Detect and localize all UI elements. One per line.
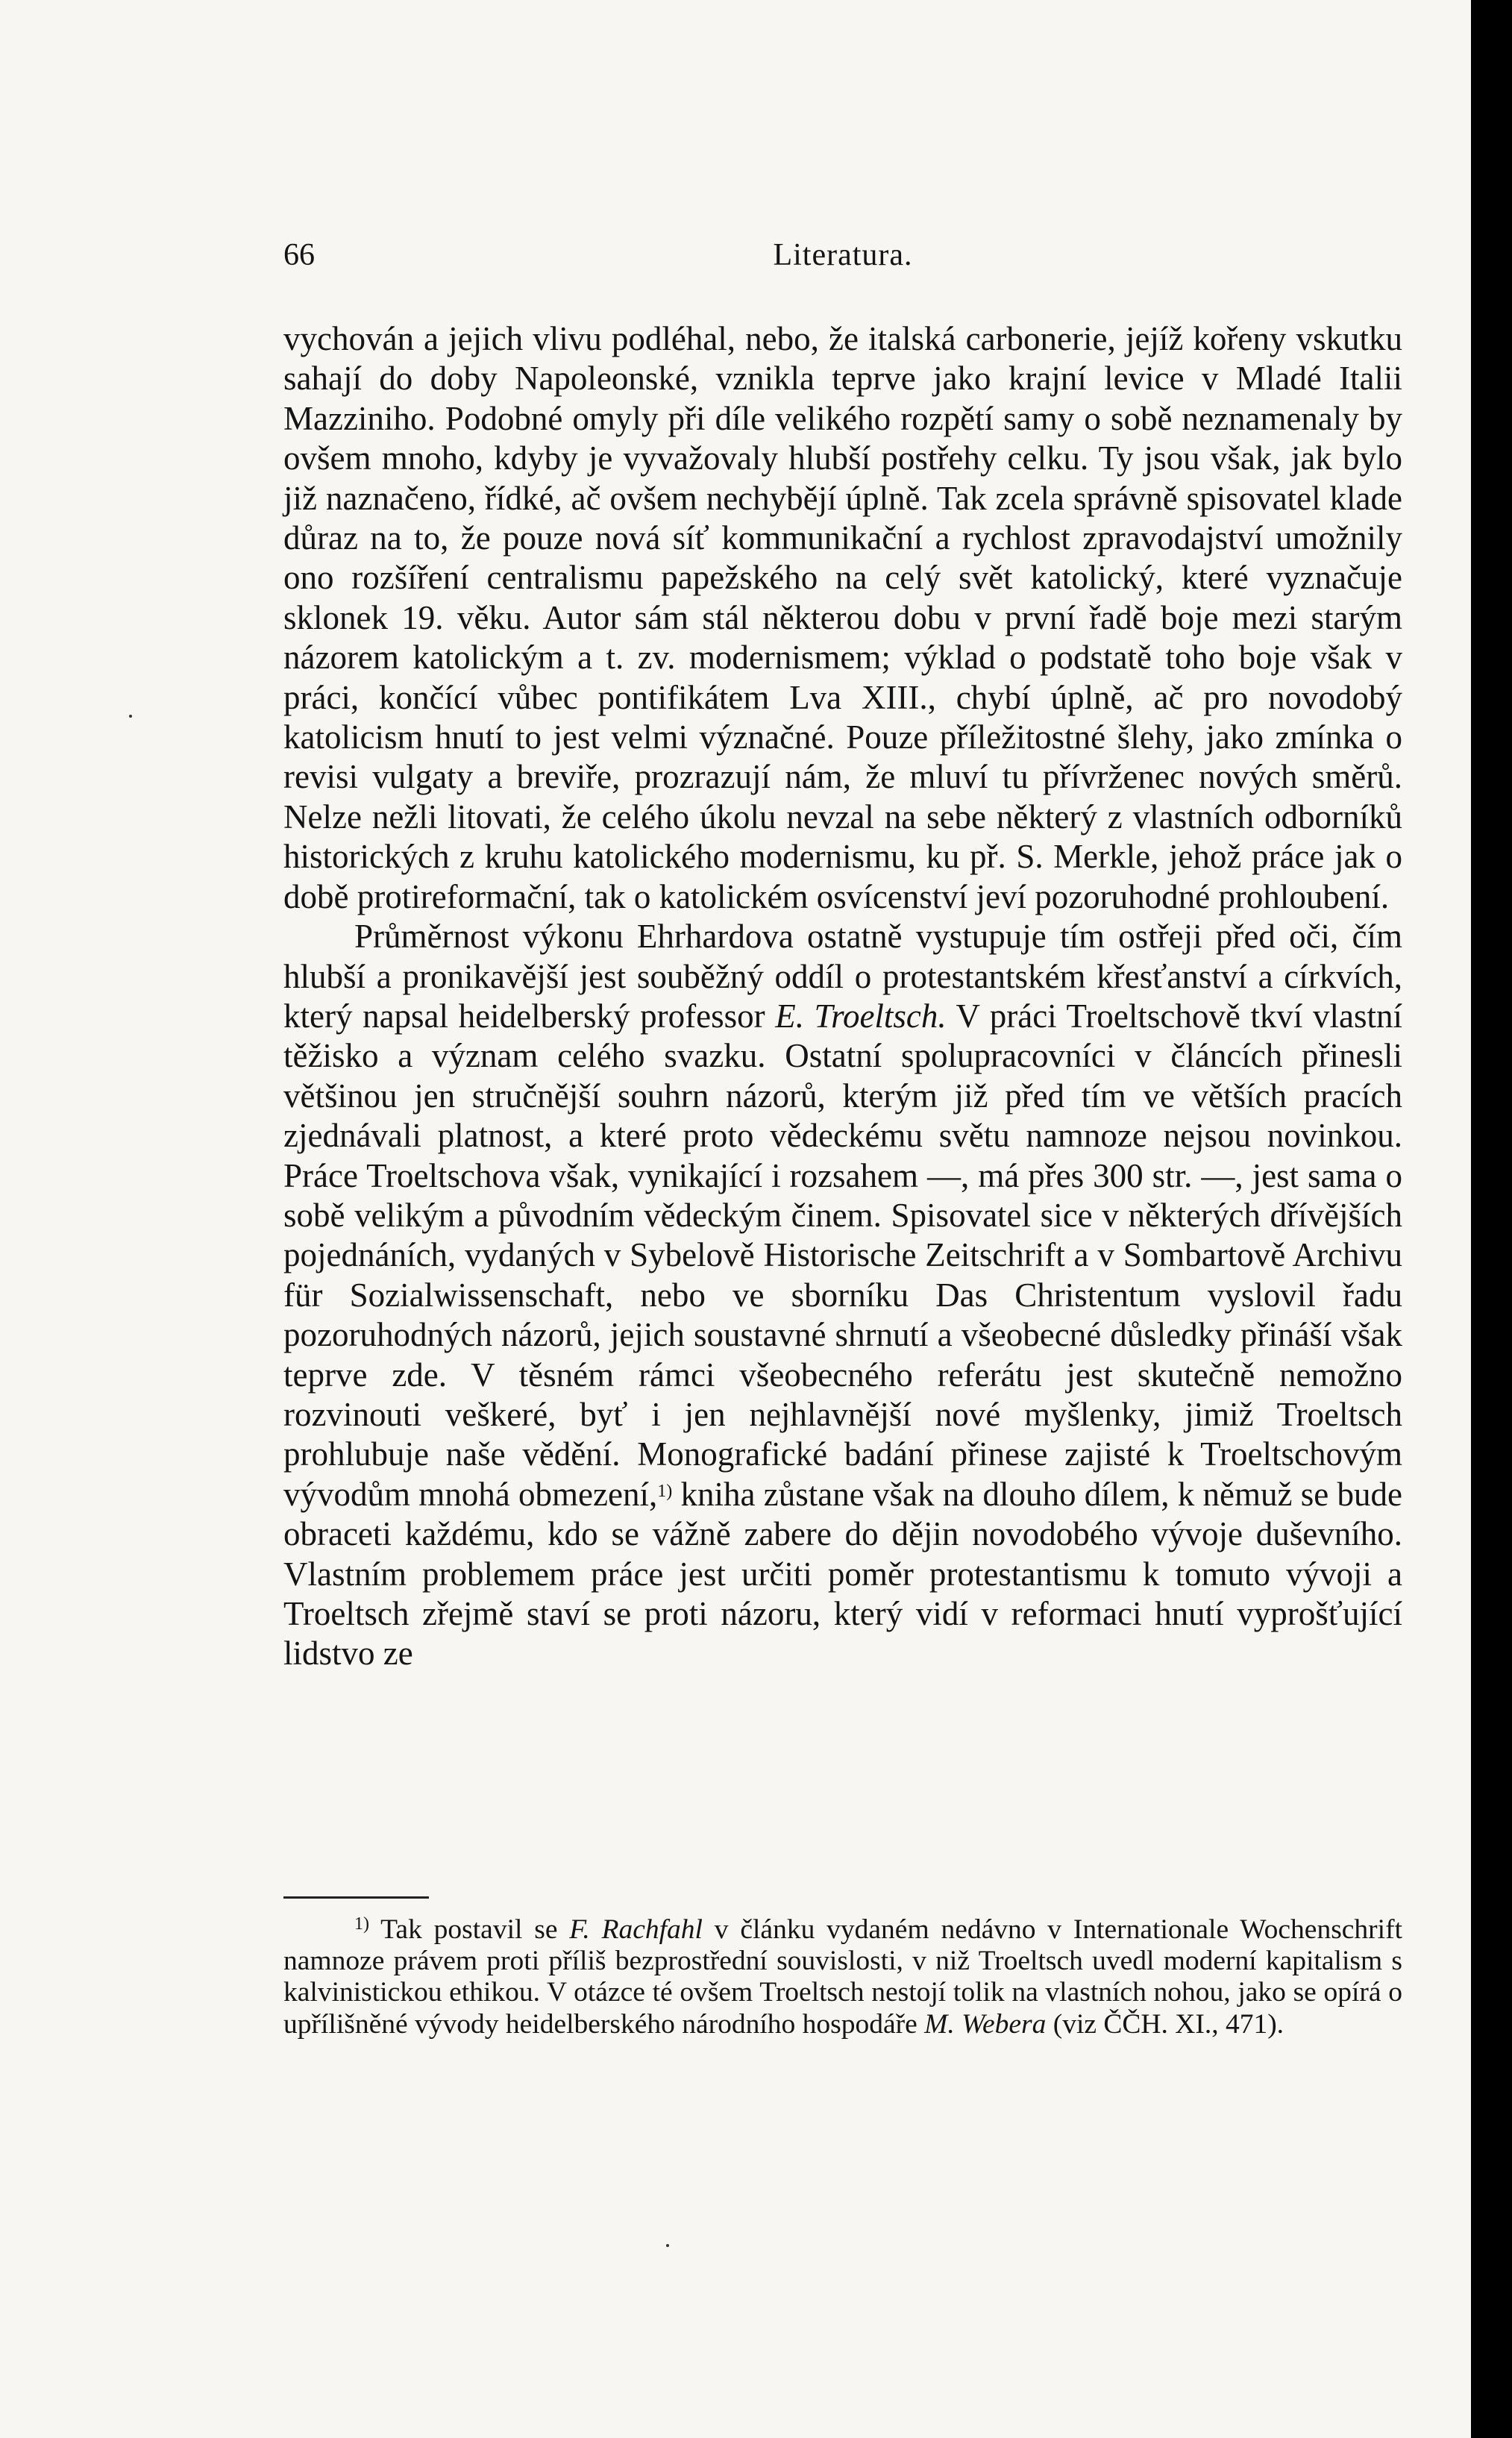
paragraph-2-text-a: Průměrnost výkonu Ehrhardova ostatně vystupuje tím ostřeji před oči, čím hlubší a pronikavější jest souběžný oddíl o protestantském křesťanství a církvích, který napsal heidelberský professor xyxy=(283,918,1402,1035)
author-name-troeltsch: E. Troeltsch. xyxy=(775,997,947,1035)
scan-speck xyxy=(666,2244,669,2247)
scan-border xyxy=(1471,0,1512,2438)
paragraph-2-text-c: kniha zůstane však na dlouho dílem, k němuž se bude obraceti každému, kdo se vážně zabere do dějin novodobého vývoje duševního. Vlastním problemem práce jest určiti poměr protestantismu k tomuto vývoji a Troeltsch zřejmě staví se proti názoru, který vidí v reformaci hnutí vyprošťující lidstvo ze xyxy=(283,1475,1403,1673)
footnote-text-a: Tak postavil se xyxy=(369,1914,570,1945)
footnote-text-b: v článku vydaném nedávno v Internationale Wochenschrift namnoze právem proti příliš bezprostřední souvislosti, v niž Troeltsch uvedl moderní kapitalism s kalvinistickou ethikou. V otázce té ovšem Troeltsch nestojí tolik na vlastních nohou, jako se opírá o upřílišněné vývody heidelberského národního hospodáře xyxy=(283,1914,1402,2040)
paragraph-1: vychován a jejich vlivu podléhal, nebo, že italská carbonerie, jejíž kořeny vskutku sahají do doby Napoleonské, vznikla teprve jako krajní levice v Mladé Italii Mazziniho. Podobné omyly při díle velikého rozpětí samy o sobě neznamenaly by ovšem mnoho, kdyby je vyvažovaly hlubší postřehy celku. Ty jsou však, jak bylo již naznačeno, řídké, ač ovšem nechybějí úplně. Tak zcela správně spisovatel klade důraz na to, že pouze nová síť kommunikační a rychlost zpravodajství umožnily ono rozšíření centralismu papežského na celý svět katolický, které vyznačuje sklonek 19. věku. Autor sám stál některou dobu v první řadě boje mezi starým názorem katolickým a t. zv. modernismem; výklad o podstatě toho boje však v práci, končící vůbec pontifikátem Lva XIII., chybí úplně, ač pro novodobý katolicism hnutí to jest velmi význačné. Pouze příležitostné šlehy, jako zmínka o revisi vulgaty a breviře, prozrazují nám, že mluví tu přívrženec nových směrů. Nelze nežli litovati, že celého úkolu nevzal na sebe některý z vlastních odborníků historických z kruhu katolického modernismu, ku př. S. Merkle, jehož práce jak o době protireformační, tak o katolickém osvícenství jeví pozoruhodné prohloubení. xyxy=(283,320,1402,915)
footnote-marker: 1) xyxy=(354,1914,369,1934)
paragraph-2 xyxy=(283,917,1402,1674)
footnote-divider xyxy=(283,1896,429,1899)
footnote-text-c: (viz ČČH. XI., 471). xyxy=(1046,2008,1284,2040)
running-title: Literatura. xyxy=(773,238,913,272)
body-text xyxy=(283,319,1402,1674)
footnote-1 xyxy=(283,1914,1402,2040)
author-name-rachfahl: F. Rachfahl xyxy=(569,1914,703,1945)
author-name-weber: M. Webera xyxy=(924,2008,1047,2040)
running-head xyxy=(283,233,1402,278)
footnote-reference-marker: 1) xyxy=(657,1481,673,1501)
scan-speck xyxy=(129,715,132,718)
paragraph-2-text-b: V práci Troeltschově tkví vlastní těžisko a význam celého svazku. Ostatní spolupracovníci v článcích přinesli většinou jen stručnější souhrn názorů, kterým již před tím ve větších pracích zjednávali platnost, a které proto vědeckému světu namnoze nejsou novinkou. Práce Troeltschova však, vynikající i rozsahem —, má přes 300 str. —, jest sama o sobě velikým a původním vědeckým činem. Spisovatel sice v některých dřívějších pojednáních, vydaných v Sybelově Historische Zeitschrift a v Sombartově Archivu für Sozialwissenschaft, nebo ve sborníku Das Christentum vyslovil řadu pozoruhodných názorů, jejich soustavné shrnutí a všeobecné důsledky přináší však teprve zde. V těsném rámci všeobecného referátu jest skutečně nemožno rozvinouti veškeré, byť i jen nejhlavnější nové myšlenky, jimiž Troeltsch prohlubuje naše vědění. Monografické badání přinese zajisté k Troeltschovým vývodům mnohá obmezení, xyxy=(283,997,1402,1513)
footnotes xyxy=(283,1914,1402,2040)
page-number: 66 xyxy=(283,238,315,272)
